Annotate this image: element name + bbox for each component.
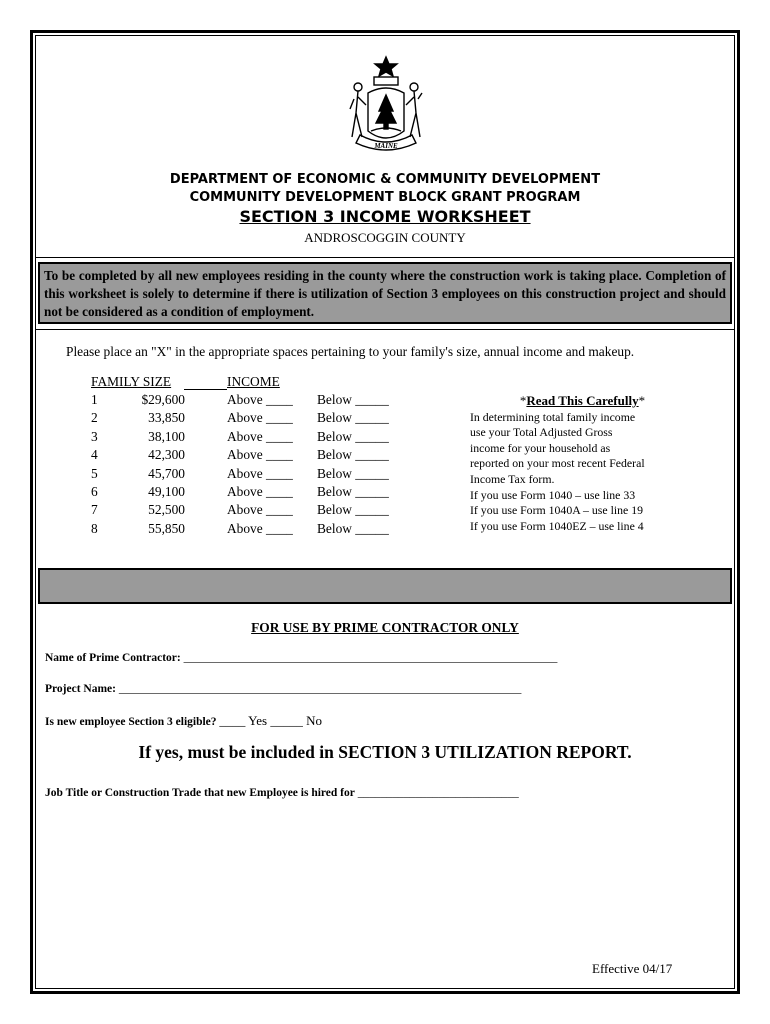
eligible-label: Is new employee Section 3 eligible? bbox=[45, 716, 217, 728]
family-size-value: 1 bbox=[91, 392, 98, 407]
below-checkbox-field[interactable]: Below _____ bbox=[317, 483, 389, 499]
below-checkbox-field[interactable]: Below _____ bbox=[317, 428, 389, 444]
eligible-row bbox=[45, 713, 322, 729]
above-checkbox-field[interactable]: Above ____ bbox=[227, 428, 293, 444]
prime-contractor-field[interactable]: _________________________________________________________________ bbox=[183, 652, 558, 664]
department-heading: DEPARTMENT OF ECONOMIC & COMMUNITY DEVELOPMENT bbox=[169, 172, 601, 187]
notice-divider bbox=[35, 329, 735, 330]
above-checkbox-field[interactable]: Above ____ bbox=[227, 410, 293, 426]
eligible-options-field[interactable]: ____ Yes _____ No bbox=[219, 713, 322, 728]
family-size-column-header: FAMILY SIZE bbox=[91, 374, 172, 389]
program-heading: COMMUNITY DEVELOPMENT BLOCK GRANT PROGRAM bbox=[189, 190, 581, 205]
notice-box: To be completed by all new employees residing in the county where the construction work is taking place. Completion of this worksheet is solely to determine if there is utilization of Section 3 employees on this construction project and should not be considered as a condition of employment. bbox=[38, 262, 732, 324]
income-threshold-value: $29,600 bbox=[141, 392, 185, 407]
read-carefully-line: If you use Form 1040A – use line 19 bbox=[470, 503, 644, 518]
read-carefully-line: If you use Form 1040EZ – use line 4 bbox=[470, 518, 644, 533]
read-carefully-line: Income Tax form. bbox=[470, 471, 555, 486]
county-label: ANDROSCOGGIN COUNTY bbox=[304, 230, 466, 245]
utilization-report-notice: If yes, must be included in SECTION 3 UTILIZATION REPORT. bbox=[138, 742, 632, 762]
prime-contractor-label: Name of Prime Contractor: bbox=[45, 652, 181, 664]
above-checkbox-field[interactable]: Above ____ bbox=[227, 465, 293, 481]
project-name-label: Project Name: bbox=[45, 683, 116, 695]
below-checkbox-field[interactable]: Below _____ bbox=[317, 447, 389, 463]
read-carefully-line: reported on your most recent Federal bbox=[470, 456, 645, 471]
below-checkbox-field[interactable]: Below _____ bbox=[317, 502, 389, 518]
above-checkbox-field[interactable]: Above ____ bbox=[227, 447, 293, 463]
instructions-text: Please place an "X" in the appropriate spaces pertaining to your family's size, annual income and makeup. bbox=[66, 344, 635, 359]
read-carefully-label: Read This Carefully bbox=[526, 393, 639, 408]
header-underline-gap bbox=[184, 389, 227, 390]
family-size-header bbox=[91, 373, 171, 391]
income-header bbox=[227, 373, 280, 391]
above-checkbox-field[interactable]: Above ____ bbox=[227, 520, 293, 536]
income-threshold-value: 55,850 bbox=[148, 520, 185, 536]
above-checkbox-field[interactable]: Above ____ bbox=[227, 502, 293, 518]
income-threshold-value: 52,500 bbox=[148, 502, 185, 518]
family-size-value: 7 bbox=[91, 502, 98, 518]
job-title-label: Job Title or Construction Trade that new Employee is hired for bbox=[45, 787, 355, 799]
above-checkbox-field[interactable]: Above ____ bbox=[227, 483, 293, 499]
income-threshold-value: 33,850 bbox=[148, 410, 185, 426]
family-size-value: 8 bbox=[91, 520, 98, 536]
income-column-header: INCOME bbox=[227, 374, 280, 389]
read-carefully-title: *Read This Carefully* bbox=[519, 393, 646, 408]
income-threshold-value: 42,300 bbox=[148, 447, 185, 463]
below-checkbox-field[interactable]: Below _____ bbox=[317, 410, 389, 426]
below-checkbox-field[interactable]: Below _____ bbox=[317, 465, 389, 481]
family-size-value: 2 bbox=[91, 410, 98, 426]
read-carefully-line: income for your household as bbox=[470, 440, 611, 455]
read-carefully-line: In determining total family income bbox=[470, 409, 636, 424]
read-carefully-line: use your Total Adjusted Gross bbox=[470, 425, 613, 440]
read-carefully-line: If you use Form 1040 – use line 33 bbox=[470, 487, 636, 502]
income-threshold-value: 45,700 bbox=[148, 465, 185, 481]
family-size-value: 3 bbox=[91, 428, 98, 444]
page-title: SECTION 3 INCOME WORKSHEET bbox=[239, 207, 531, 226]
family-size-value: 5 bbox=[91, 465, 98, 481]
seal-banner-text: MAINE bbox=[374, 142, 398, 150]
state-seal-icon bbox=[346, 53, 426, 161]
family-size-value: 4 bbox=[91, 447, 98, 463]
family-size-value: 6 bbox=[91, 483, 98, 499]
prime-contractor-row bbox=[45, 652, 557, 664]
project-name-field[interactable]: ______________________________________________________________________ bbox=[118, 683, 522, 695]
job-title-row bbox=[45, 787, 519, 799]
above-checkbox-field[interactable]: Above ____ bbox=[227, 392, 293, 407]
gray-separator-band bbox=[38, 568, 732, 604]
job-title-field[interactable]: ____________________________ bbox=[357, 787, 519, 799]
income-threshold-value: 49,100 bbox=[148, 483, 185, 499]
below-checkbox-field[interactable]: Below _____ bbox=[317, 520, 389, 536]
contractor-section-heading: FOR USE BY PRIME CONTRACTOR ONLY bbox=[251, 620, 519, 635]
effective-date: Effective 04/17 bbox=[592, 961, 673, 976]
header-divider bbox=[35, 257, 735, 258]
project-name-row bbox=[45, 683, 521, 695]
below-checkbox-field[interactable]: Below _____ bbox=[317, 392, 389, 407]
income-threshold-value: 38,100 bbox=[148, 428, 185, 444]
read-carefully-box bbox=[470, 393, 695, 534]
